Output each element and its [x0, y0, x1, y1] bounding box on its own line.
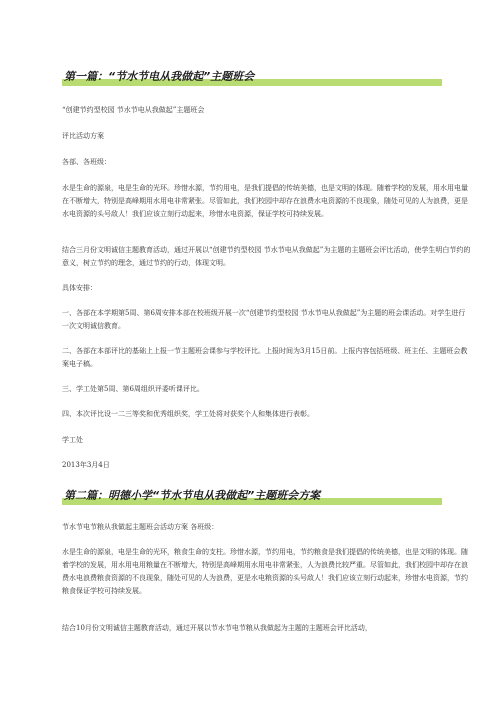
- section-1-paragraph: 三、学工处第5周、第6周组织评委听课评比。: [62, 385, 204, 393]
- section-1-paragraph: 结合三月份文明诚信主题教育活动，通过开展以“创建节约型校园 节水节电从我做起”为主题的主题班会评比活动，使学生明白节约的意义，树立节约的理念，通过节约的行动，体现文明。: [62, 246, 471, 267]
- section-1-paragraph: 四、本次评比设一二三等奖和优秀组织奖，学工处将对获奖个人和集体进行表彰。: [62, 410, 314, 418]
- section-1-paragraph: 水是生命的源泉，电是生命的光环。珍惜水源，节约用电，是我们提倡的传统美德，也是文明的体现。随着学校的发展，用水用电量在不断增大，特别是高峰期用水用电非常紧张。尽管如此，我们校园中却存在浪费水电资源的不良现象，随处可见的人为浪费，更是水电资源的头号敌人！我们应该立刻行动起来，珍惜水电资源，保证学校可持续发展。: [62, 184, 468, 218]
- section-2-paragraph: 节水节电节粮从我做起主题班会活动方案 各班级：: [62, 523, 219, 531]
- section-1-paragraph: 学工处: [62, 436, 83, 444]
- section-1-paragraph: 具体安排：: [62, 284, 97, 292]
- section-2-heading: [62, 487, 442, 505]
- section-1-heading: [62, 68, 442, 86]
- section-1-paragraph: “创建节约型校园 节水节电从我做起”主题班会: [62, 106, 205, 114]
- section-2-paragraph: 水是生命的源泉，电是生命的光环，粮食生命的支柱。珍惜水源，节约用电，节约粮食是我们提倡的传统美德，也是文明的体现。随着学校的发展，用水用电用粮量在不断增大，特别是高峰期用水用电非常紧张，人为浪费比较严重。尽管如此，我们校园中却存在浪费水电浪费粮食资源的不良现象，随处可见的人为浪费，更是水电粮资源的头号敌人！我们应该立刻行动起来，珍惜水电资源，节约粮食保证学校可持续发展。: [62, 548, 468, 595]
- section-1-paragraph: 二、各部在本部评比的基础上上报一节主题班会课参与学校评比。上报时间为3月15日前。上报内容包括班级、班主任、主题班会教案电子稿。: [62, 347, 468, 368]
- section-1-paragraph: 一、各部在本学期第5周、第6周安排本部在校班级开展一次“创建节约型校园 节水节电从我做起”为主题的班会课活动。对学生进行一次文明诚信教育。: [62, 309, 466, 330]
- section-1-paragraph: 评比活动方案: [62, 132, 104, 140]
- section-1-title: 第一篇：“节水节电从我做起”主题班会: [64, 70, 255, 83]
- section-2-paragraph: 结合10月份文明诚信主题教育活动，通过开展以节水节电节粮从我做起为主题的主题班会评比活动，: [62, 624, 372, 632]
- section-1-paragraph: 各部、各班级：: [62, 158, 111, 166]
- section-2-title: 第二篇：明德小学“节水节电从我做起”主题班会方案: [64, 489, 321, 502]
- section-1-paragraph: 2013年3月4日: [62, 461, 110, 469]
